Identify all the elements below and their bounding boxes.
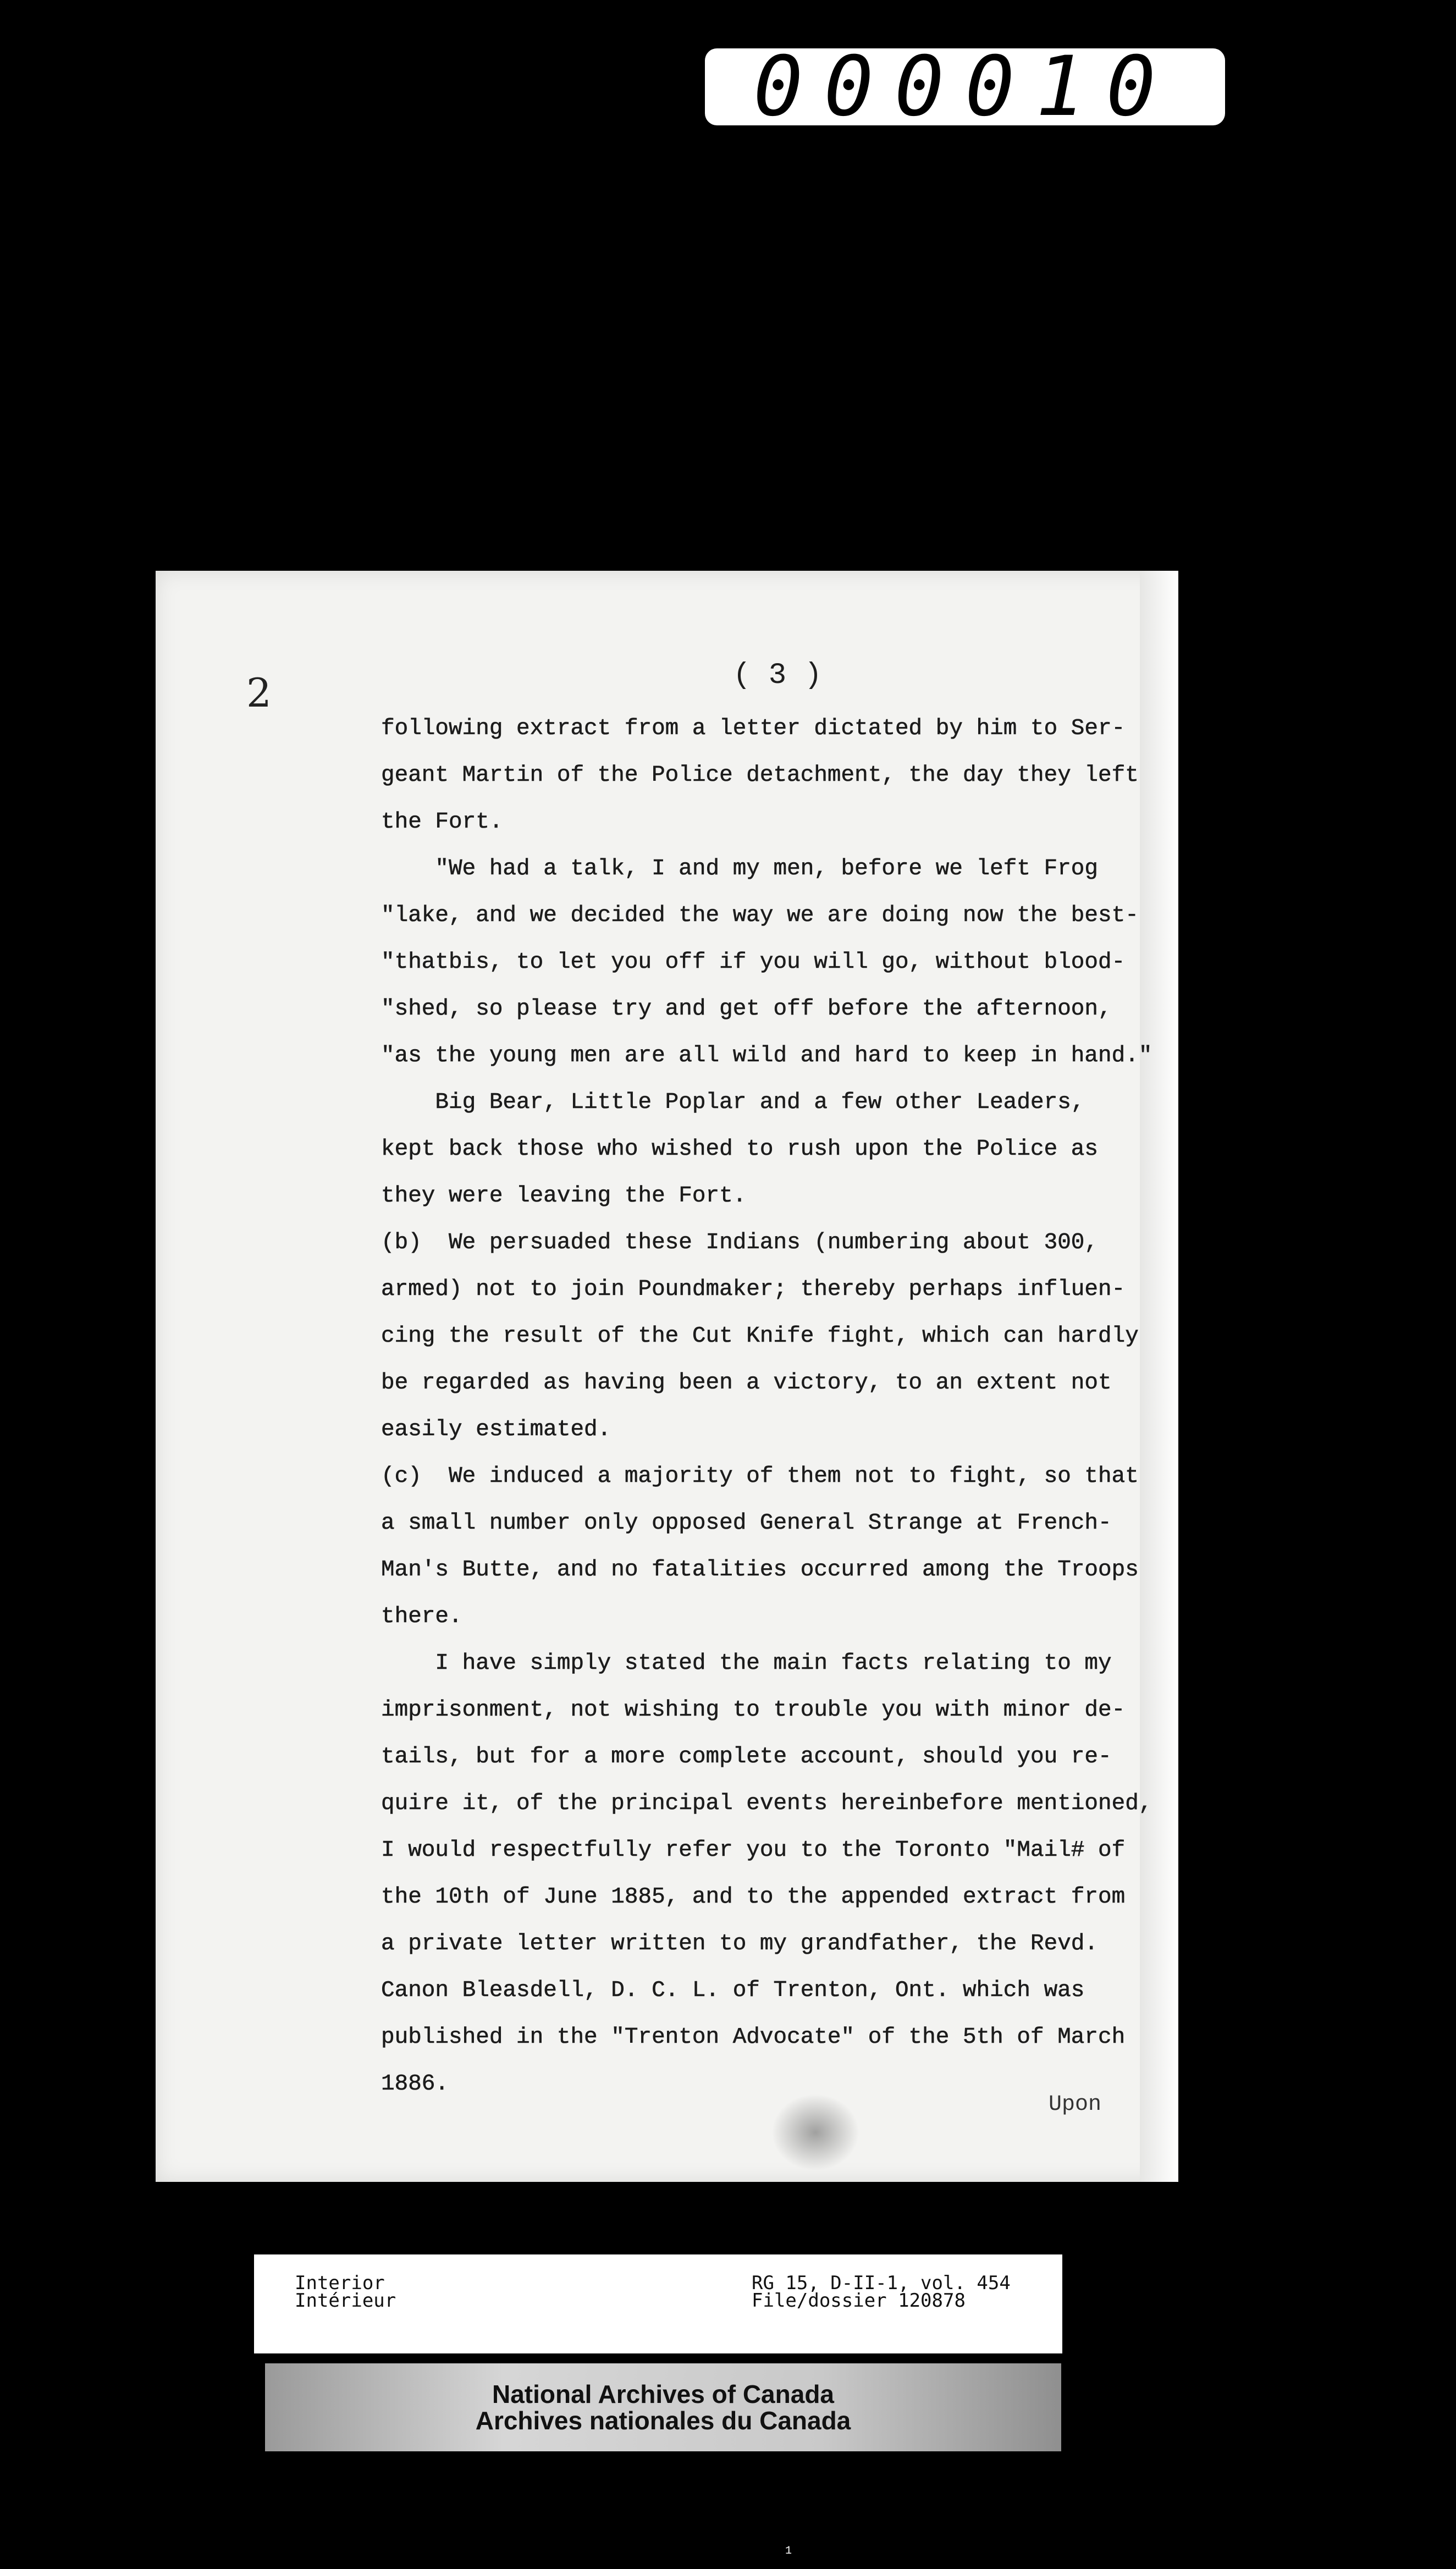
catchword: Upon bbox=[1048, 2092, 1101, 2117]
page-number: ( 3 ) bbox=[733, 659, 823, 692]
text-line: the Fort. bbox=[381, 809, 503, 835]
text-line: easily estimated. bbox=[381, 1417, 611, 1442]
text-line: (b) We persuaded these Indians (numbering about 300, bbox=[381, 1230, 1099, 1255]
text-line: "shed, so please try and get off before the afternoon, bbox=[381, 996, 1112, 1022]
frame-counter-label bbox=[705, 39, 1225, 135]
ink-smudge bbox=[771, 2094, 859, 2171]
text-line: I would respectfully refer you to the Toronto "Mail# of bbox=[381, 1838, 1126, 1863]
archives-name-fr: Archives nationales du Canada bbox=[475, 2406, 851, 2435]
text-line: Man's Butte, and no fatalities occurred among the Troops bbox=[381, 1557, 1139, 1583]
archives-name-en: National Archives of Canada bbox=[492, 2380, 834, 2408]
text-line: a small number only opposed General Strange at French- bbox=[381, 1510, 1112, 1536]
department-fr: Intérieur bbox=[295, 2290, 396, 2312]
archives-banner bbox=[265, 2363, 1061, 2451]
record-reference-block bbox=[752, 2272, 1011, 2312]
text-line: cing the result of the Cut Knife fight, which can hardly bbox=[381, 1324, 1139, 1349]
text-line: tails, but for a more complete account, should you re- bbox=[381, 1744, 1112, 1769]
frame-number: 000010 bbox=[753, 39, 1177, 135]
film-edge-mark: 1 bbox=[785, 2545, 792, 2557]
text-line: kept back those who wished to rush upon the Police as bbox=[381, 1137, 1099, 1162]
text-line: "lake, and we decided the way we are doing now the best- bbox=[381, 903, 1139, 928]
file-number: File/dossier 120878 bbox=[752, 2290, 966, 2312]
text-line: geant Martin of the Police detachment, the day they left bbox=[381, 763, 1139, 788]
text-line: Big Bear, Little Poplar and a few other Leaders, bbox=[381, 1090, 1085, 1115]
text-line: they were leaving the Fort. bbox=[381, 1183, 747, 1209]
text-line: armed) not to join Poundmaker; thereby perhaps influen- bbox=[381, 1277, 1126, 1302]
text-line: following extract from a letter dictated by him to Ser- bbox=[381, 716, 1126, 741]
document-page bbox=[156, 571, 1178, 2182]
text-line: 1886. bbox=[381, 2071, 449, 2097]
text-line: a private letter written to my grandfather, the Revd. bbox=[381, 1931, 1099, 1956]
margin-mark: 2 bbox=[246, 670, 272, 716]
typed-letter-body bbox=[381, 705, 1239, 2108]
text-line: imprisonment, not wishing to trouble you with minor de- bbox=[381, 1697, 1126, 1723]
record-group: RG 15, D-II-1, vol. 454 bbox=[752, 2272, 1011, 2294]
text-line: there. bbox=[381, 1604, 462, 1629]
text-line: quire it, of the principal events hereinbefore mentioned, bbox=[381, 1791, 1152, 1816]
archival-reference-label bbox=[254, 2254, 1062, 2353]
text-line: "We had a talk, I and my men, before we left Frog bbox=[381, 856, 1099, 881]
text-line: "thatbis, to let you off if you will go, without blood- bbox=[381, 950, 1126, 975]
text-line: (c) We induced a majority of them not to fight, so that bbox=[381, 1464, 1139, 1489]
text-line: the 10th of June 1885, and to the appended extract from bbox=[381, 1884, 1126, 1910]
text-line: "as the young men are all wild and hard to keep in hand." bbox=[381, 1043, 1152, 1068]
text-line: I have simply stated the main facts relating to my bbox=[381, 1651, 1112, 1676]
department-en: Interior bbox=[295, 2272, 385, 2294]
text-line: Canon Bleasdell, D. C. L. of Trenton, Ont. which was bbox=[381, 1978, 1085, 2003]
text-line: published in the "Trenton Advocate" of the 5th of March bbox=[381, 2025, 1126, 2050]
text-line: be regarded as having been a victory, to an extent not bbox=[381, 1370, 1112, 1396]
department-block bbox=[295, 2272, 396, 2312]
